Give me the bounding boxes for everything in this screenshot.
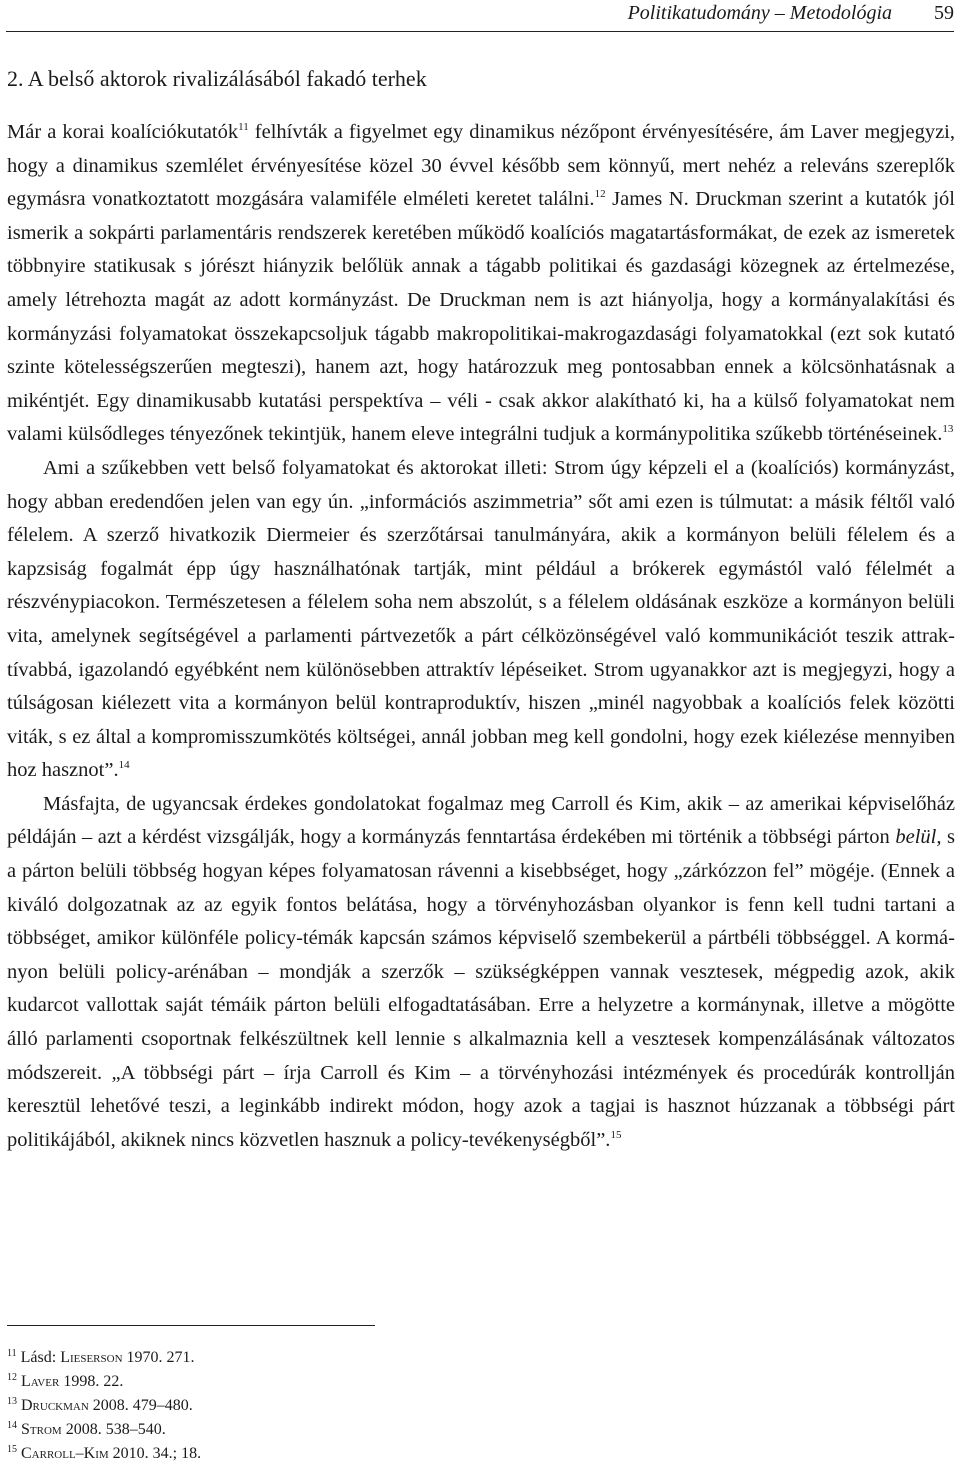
footnote-author: Laver (21, 1373, 60, 1390)
footnote-author: Lieserson (60, 1349, 123, 1366)
paragraph (7, 452, 955, 788)
footnote-reference: 12 (594, 188, 606, 201)
footnote-number: 13 (7, 1396, 17, 1407)
page-header (6, 0, 954, 32)
footnote-item (7, 1442, 201, 1466)
emphasized-text: belül, (895, 826, 942, 849)
footnote-reference: 11 (238, 121, 249, 133)
footnote-citation: 1970. 271. (122, 1349, 195, 1366)
footnote-number: 12 (7, 1372, 17, 1383)
text-run: Már a korai koalíciókutatók (7, 121, 239, 143)
footnote-item (7, 1346, 201, 1370)
footnotes (7, 1346, 201, 1466)
page-number: 59 (934, 2, 954, 24)
footnote-item (7, 1370, 201, 1394)
footnote-number: 15 (7, 1444, 17, 1455)
paragraph (7, 788, 955, 1158)
footnote-citation: 2008. 479–480. (88, 1397, 193, 1414)
text-run: James N. Druckman szerint a kutatók jól ismerik a sokpárti parlamentáris rendszerek keretében működő koalíciós magatartásformákat, de ezek az ismeretek többnyire statikusak s jórészt hiányzik belőlük annak a tágabb politikai és gazdasági közegnek az értelmezése, amely létrehozta magát az adott kormányzást. De Druckman nem is azt hiányolja, hogy a kormányalakítási és kormányzási folyamatokat összekapcsoljuk tágabb makropolitikai-makrogazdasági folyamatokkal (ezt sok kutató szinte kötelességszerűen megteszi), hanem azt, hogy határozzuk meg pontosabban ennek a kölcsönhatásnak a mikéntjét. Egy dinamikusabb kutatási perspektíva – véli - csak akkor alakítható ki, ha a külső folyamatokat nem valami külsődleges tényezőnek tekintjük, hanem eleve integrálni tudjuk a kormánypolitika szűkebb történéseinek. (7, 188, 955, 446)
text-run: felhívták a figyelmet egy dinamikus nézőpont érvényesítésére, ám Laver megjegyzi, hogy a dinamikus szemlélet érvényesítése közel 30 évvel később sem könnyű, mert nehéz a releváns szereplők egymásra vonatkoztatott mozgására valamiféle elméleti keretet találni. (7, 121, 955, 211)
footnote-prefix: Lásd: (20, 1349, 61, 1366)
footnote-citation: 2010. 34.; 18. (108, 1445, 202, 1462)
footnote-author: Druckman (21, 1397, 89, 1414)
text-run: Ami a szűkebben vett belső folyamatokat és aktorokat illeti: Strom úgy képzeli el a (koalíciós) kormányzást, hogy abban eredendően jelen van egy ún. „információs aszimmetria” sőt ami ezen is túlmutat: a másik féltől való félelem. A szerző hivatkozik Diermeier és szerzőtársai tanulmányára, akik a kormányon belüli félelem és a kapzsiság fogalmát épp úgy használhatónak tartják, mint például a brókerek egymástól való félelmét a részvénypiacokon. Természetesen a félelem soha nem abszolút, s a félelem oldásának eszköze a kormányon belüli vita, amelynek segítségével a parlamenti pártvezetők a párt célközönségével való kommunikációt teszik attraktívabbá, igazolandó egyébként nem különösebben attraktív lépéseiket. Strom ugyanakkor azt is megjegyzi, hogy a túlságosan kiélezett vita a kormányon belül kontraproduktív, hiszen „minél nagyobbak a koalíciós felek közötti viták, s ez által a kompromisszumkötés költségei, annál jobban meg kell gondolni, hogy ezek kiélezése mennyiben hoz hasznot”. (7, 456, 955, 782)
footnote-author: Strom (21, 1421, 62, 1438)
body-text (7, 116, 955, 1157)
running-title: Politikatudomány – Metodológia (627, 2, 892, 24)
footnote-item (7, 1394, 201, 1418)
footnote-citation: 2008. 538–540. (61, 1421, 166, 1438)
text-run: Másfajta, de ugyancsak érdekes gondolatokat fogalmaz meg Carroll és Kim, akik – az amerikai képviselőház példáján – azt a kérdést vizsgálják, hogy a kormányzás fenntartása érdekében mi történik a többségi párton (7, 792, 955, 849)
footnote-divider (7, 1325, 375, 1326)
footnote-reference: 13 (942, 423, 954, 436)
text-run: s a párton belüli többség hogyan képes folyamatosan rávenni a kisebbséget, hogy „zárkózzon fel” mögéje. (Ennek a kiváló dolgozatnak az az egyik fontos belátása, hogy a törvényhozásban olyankor is fenn kell tudni tartani a többséget, amikor különféle policy-témák kapcsán számos képviselő szembekerül a pártbéli többséggel. A kormányon belüli policy-arénában – mondják a szerzők – szükségképpen vannak vesztesek, mégpedig azok, akik kudarcot vallottak saját témáik párton belüli elfogadtatásában. Erre a helyzetre a kormánynak, illetve a mögötte álló parlamenti csoportnak felkészültnek kell lennie s alkalmaznia kell a vesztesek kompenzálásának változatos módszereit. „A többségi párt – írja Carroll és Kim – a törvényhozási intézmények és procedúrák kontrollján keresztül lehetővé teszi, a leginkább indirekt módon, hogy azok a tagjai is hasznot húzzanak a többségi párt politikájából, akiknek nincs közvetlen hasznuk a policy-tevékenységből”. (7, 826, 955, 1151)
footnote-reference: 14 (118, 759, 130, 772)
footnote-author: Carroll–Kim (21, 1445, 109, 1462)
footnote-number: 11 (7, 1348, 17, 1359)
footnote-citation: 1998. 22. (59, 1373, 124, 1390)
footnote-item (7, 1418, 201, 1442)
paragraph (7, 116, 955, 452)
footnote-number: 14 (7, 1420, 17, 1431)
section-heading: 2. A belső aktorok rivalizálásából fakadó terhek (7, 66, 427, 91)
footnote-reference: 15 (610, 1128, 622, 1141)
